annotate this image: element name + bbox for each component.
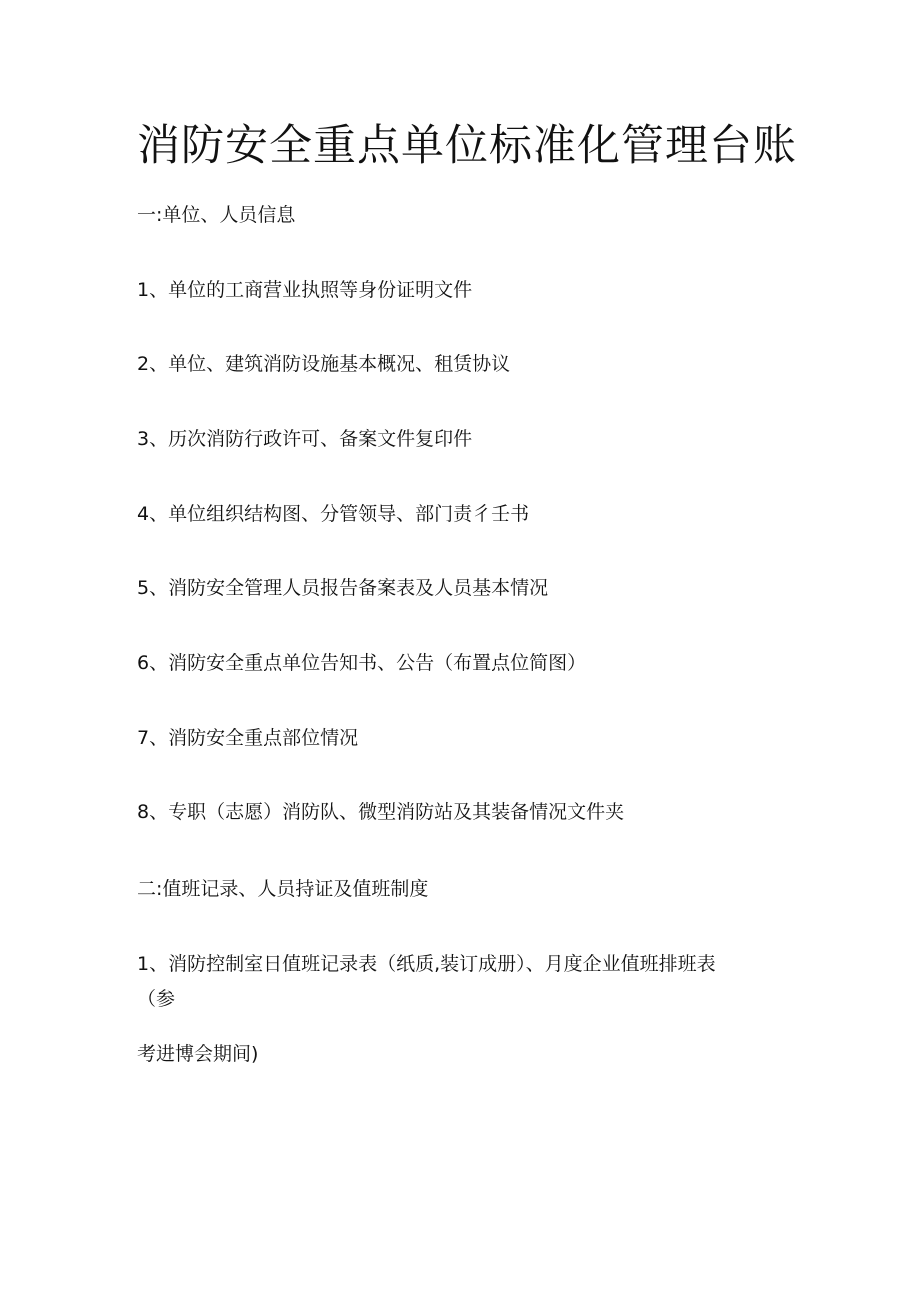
list-item-continuation: （参 <box>137 988 176 1010</box>
list-item: 8、专职（志愿）消防队、微型消防站及其装备情况文件夹 <box>137 801 625 823</box>
list-item: 7、消防安全重点部位情况 <box>137 727 359 749</box>
list-item: 6、消防安全重点单位告知书、公告（布置点位简图） <box>137 652 587 674</box>
list-item: 1、单位的工商营业执照等身份证明文件 <box>137 279 473 301</box>
list-item-continuation: 考进博会期间) <box>137 1043 259 1065</box>
list-item: 1、消防控制室日值班记录表（纸质,装订成册）、月度企业值班排班表 <box>137 953 716 975</box>
document-title: 消防安全重点单位标准化管理台账 <box>137 121 797 171</box>
section-heading-duty: 二:值班记录、人员持证及值班制度 <box>137 878 429 900</box>
list-item: 5、消防安全管理人员报告备案表及人员基本情况 <box>137 577 549 599</box>
section-heading-personnel: 一:单位、人员信息 <box>137 204 296 226</box>
list-item: 2、单位、建筑消防设施基本概况、租赁协议 <box>137 353 511 375</box>
list-item: 3、历次消防行政许可、备案文件复印件 <box>137 428 473 450</box>
list-item: 4、单位组织结构图、分管领导、部门责彳壬书 <box>137 503 530 525</box>
